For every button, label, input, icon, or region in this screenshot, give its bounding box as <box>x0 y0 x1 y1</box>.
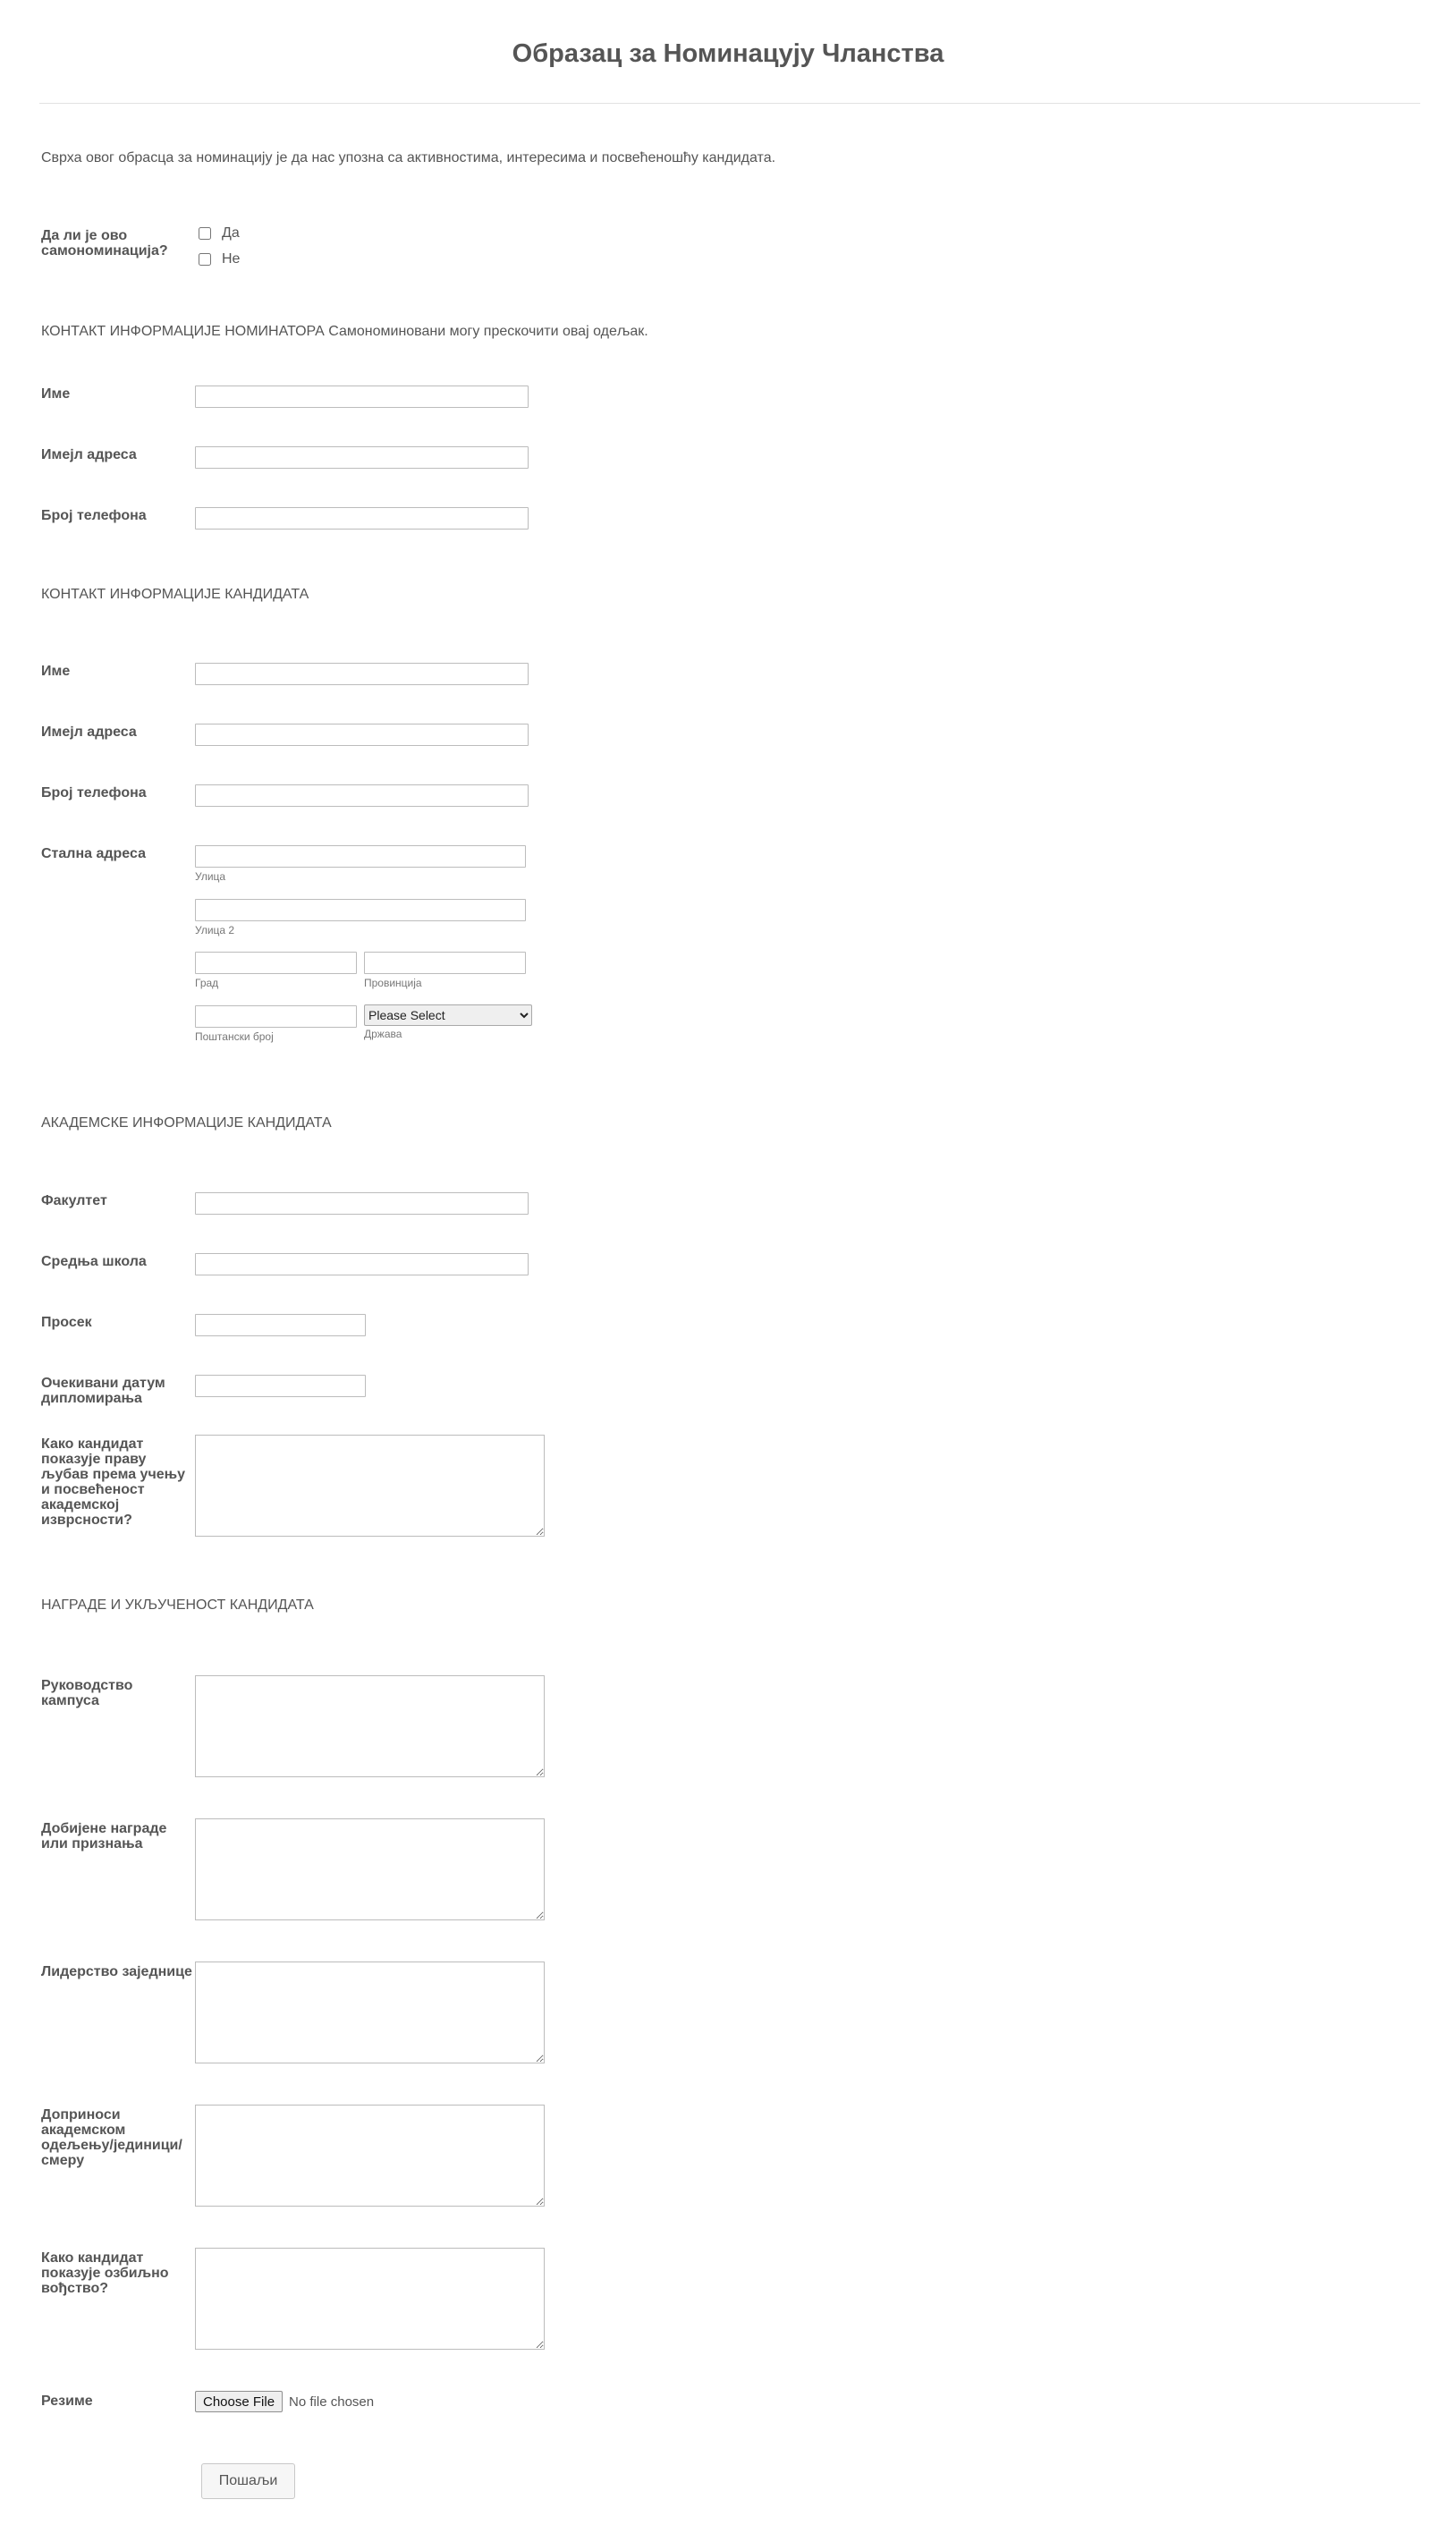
self-nomination-option-yes <box>199 225 240 241</box>
no-file-text: No file chosen <box>289 2394 375 2410</box>
title-divider <box>39 103 1420 104</box>
campus-leadership-textarea[interactable] <box>195 1675 545 1777</box>
nominator-section-heading <box>41 324 648 340</box>
candidate-email-input[interactable] <box>195 724 529 746</box>
nominator-email-input[interactable] <box>195 446 529 469</box>
self-nomination-label: Да ли је ово самономинација? <box>41 228 168 258</box>
campus-leadership-label: Руководство кампуса <box>41 1678 133 1708</box>
address-province-sublabel: Провинција <box>364 977 422 989</box>
address-street-sublabel: Улица <box>195 870 226 883</box>
awards-label: Добијене награде или признања <box>41 1821 167 1851</box>
self-nomination-yes-checkbox[interactable] <box>199 227 211 240</box>
self-nomination-no-label: Не <box>222 251 241 267</box>
serious-leadership-label: Како кандидат показује озбиљно вођство? <box>41 2250 169 2296</box>
form-intro: Сврха овог обрасца за номинацију је да нас упозна са активностима, интересима и посвећеношћу кандидата. <box>41 150 776 165</box>
address-province-input[interactable] <box>364 952 526 974</box>
nominator-phone-input[interactable] <box>195 507 529 530</box>
love-of-learning-label: Како кандидат показује праву љубав према учењу и посвећеност академској изврсности? <box>41 1436 186 1528</box>
awards-textarea[interactable] <box>195 1818 545 1920</box>
candidate-name-input[interactable] <box>195 663 529 685</box>
address-street2-input[interactable] <box>195 899 526 921</box>
candidate-phone-input[interactable] <box>195 784 529 807</box>
high-school-input[interactable] <box>195 1253 529 1275</box>
self-nomination-option-no <box>199 251 240 267</box>
community-leadership-textarea[interactable] <box>195 1962 545 2063</box>
address-street-input[interactable] <box>195 845 526 868</box>
candidate-email-label: Имејл адреса <box>41 724 137 740</box>
candidate-address-label: Стална адреса <box>41 846 146 861</box>
nominator-name-label: Име <box>41 386 71 402</box>
faculty-label: Факултет <box>41 1193 107 1208</box>
resume-label: Резиме <box>41 2394 93 2409</box>
community-leadership-label: Лидерство заједнице <box>41 1964 192 1979</box>
self-nomination-yes-label: Да <box>222 225 240 241</box>
address-country-sublabel: Држава <box>364 1028 402 1040</box>
address-postal-sublabel: Поштански број <box>195 1030 274 1043</box>
nominator-email-label: Имејл адреса <box>41 447 137 462</box>
gpa-input[interactable] <box>195 1314 366 1336</box>
faculty-input[interactable] <box>195 1192 529 1215</box>
academic-section-heading: АКАДЕМСКЕ ИНФОРМАЦИЈЕ КАНДИДАТА <box>41 1115 332 1131</box>
submit-button[interactable]: Пошаљи <box>201 2463 295 2499</box>
awards-section-heading: НАГРАДЕ И УКЉУЧЕНОСТ КАНДИДАТА <box>41 1597 314 1613</box>
serious-leadership-textarea[interactable] <box>195 2248 545 2350</box>
resume-file-input <box>195 2391 374 2412</box>
self-nomination-no-checkbox[interactable] <box>199 253 211 266</box>
choose-file-button[interactable]: Choose File <box>195 2391 283 2412</box>
address-city-sublabel: Град <box>195 977 219 989</box>
graduation-date-label: Очекивани датум дипломирања <box>41 1376 165 1406</box>
contributions-textarea[interactable] <box>195 2105 545 2207</box>
high-school-label: Средња школа <box>41 1254 147 1269</box>
contributions-label: Доприноси академском одељењу/јединици/смеру <box>41 2107 182 2168</box>
address-city-input[interactable] <box>195 952 357 974</box>
nominator-heading-text: КОНТАКТ ИНФОРМАЦИЈЕ НОМИНАТОРА <box>41 324 325 339</box>
nominator-phone-label: Број телефона <box>41 508 147 523</box>
candidate-name-label: Име <box>41 664 71 679</box>
nominator-name-input[interactable] <box>195 386 529 408</box>
address-street2-sublabel: Улица 2 <box>195 924 235 936</box>
address-country-select[interactable] <box>364 1004 532 1026</box>
graduation-date-input[interactable] <box>195 1375 366 1397</box>
candidate-phone-label: Број телефона <box>41 785 147 801</box>
gpa-label: Просек <box>41 1315 92 1330</box>
candidate-section-heading: КОНТАКТ ИНФОРМАЦИЈЕ КАНДИДАТА <box>41 587 309 602</box>
address-postal-input[interactable] <box>195 1005 357 1028</box>
love-of-learning-textarea[interactable] <box>195 1435 545 1537</box>
nominator-heading-note: Самономиновани могу прескочити овај одељак. <box>328 324 648 339</box>
page-title: Образац за Номинацују Чланства <box>512 39 944 68</box>
